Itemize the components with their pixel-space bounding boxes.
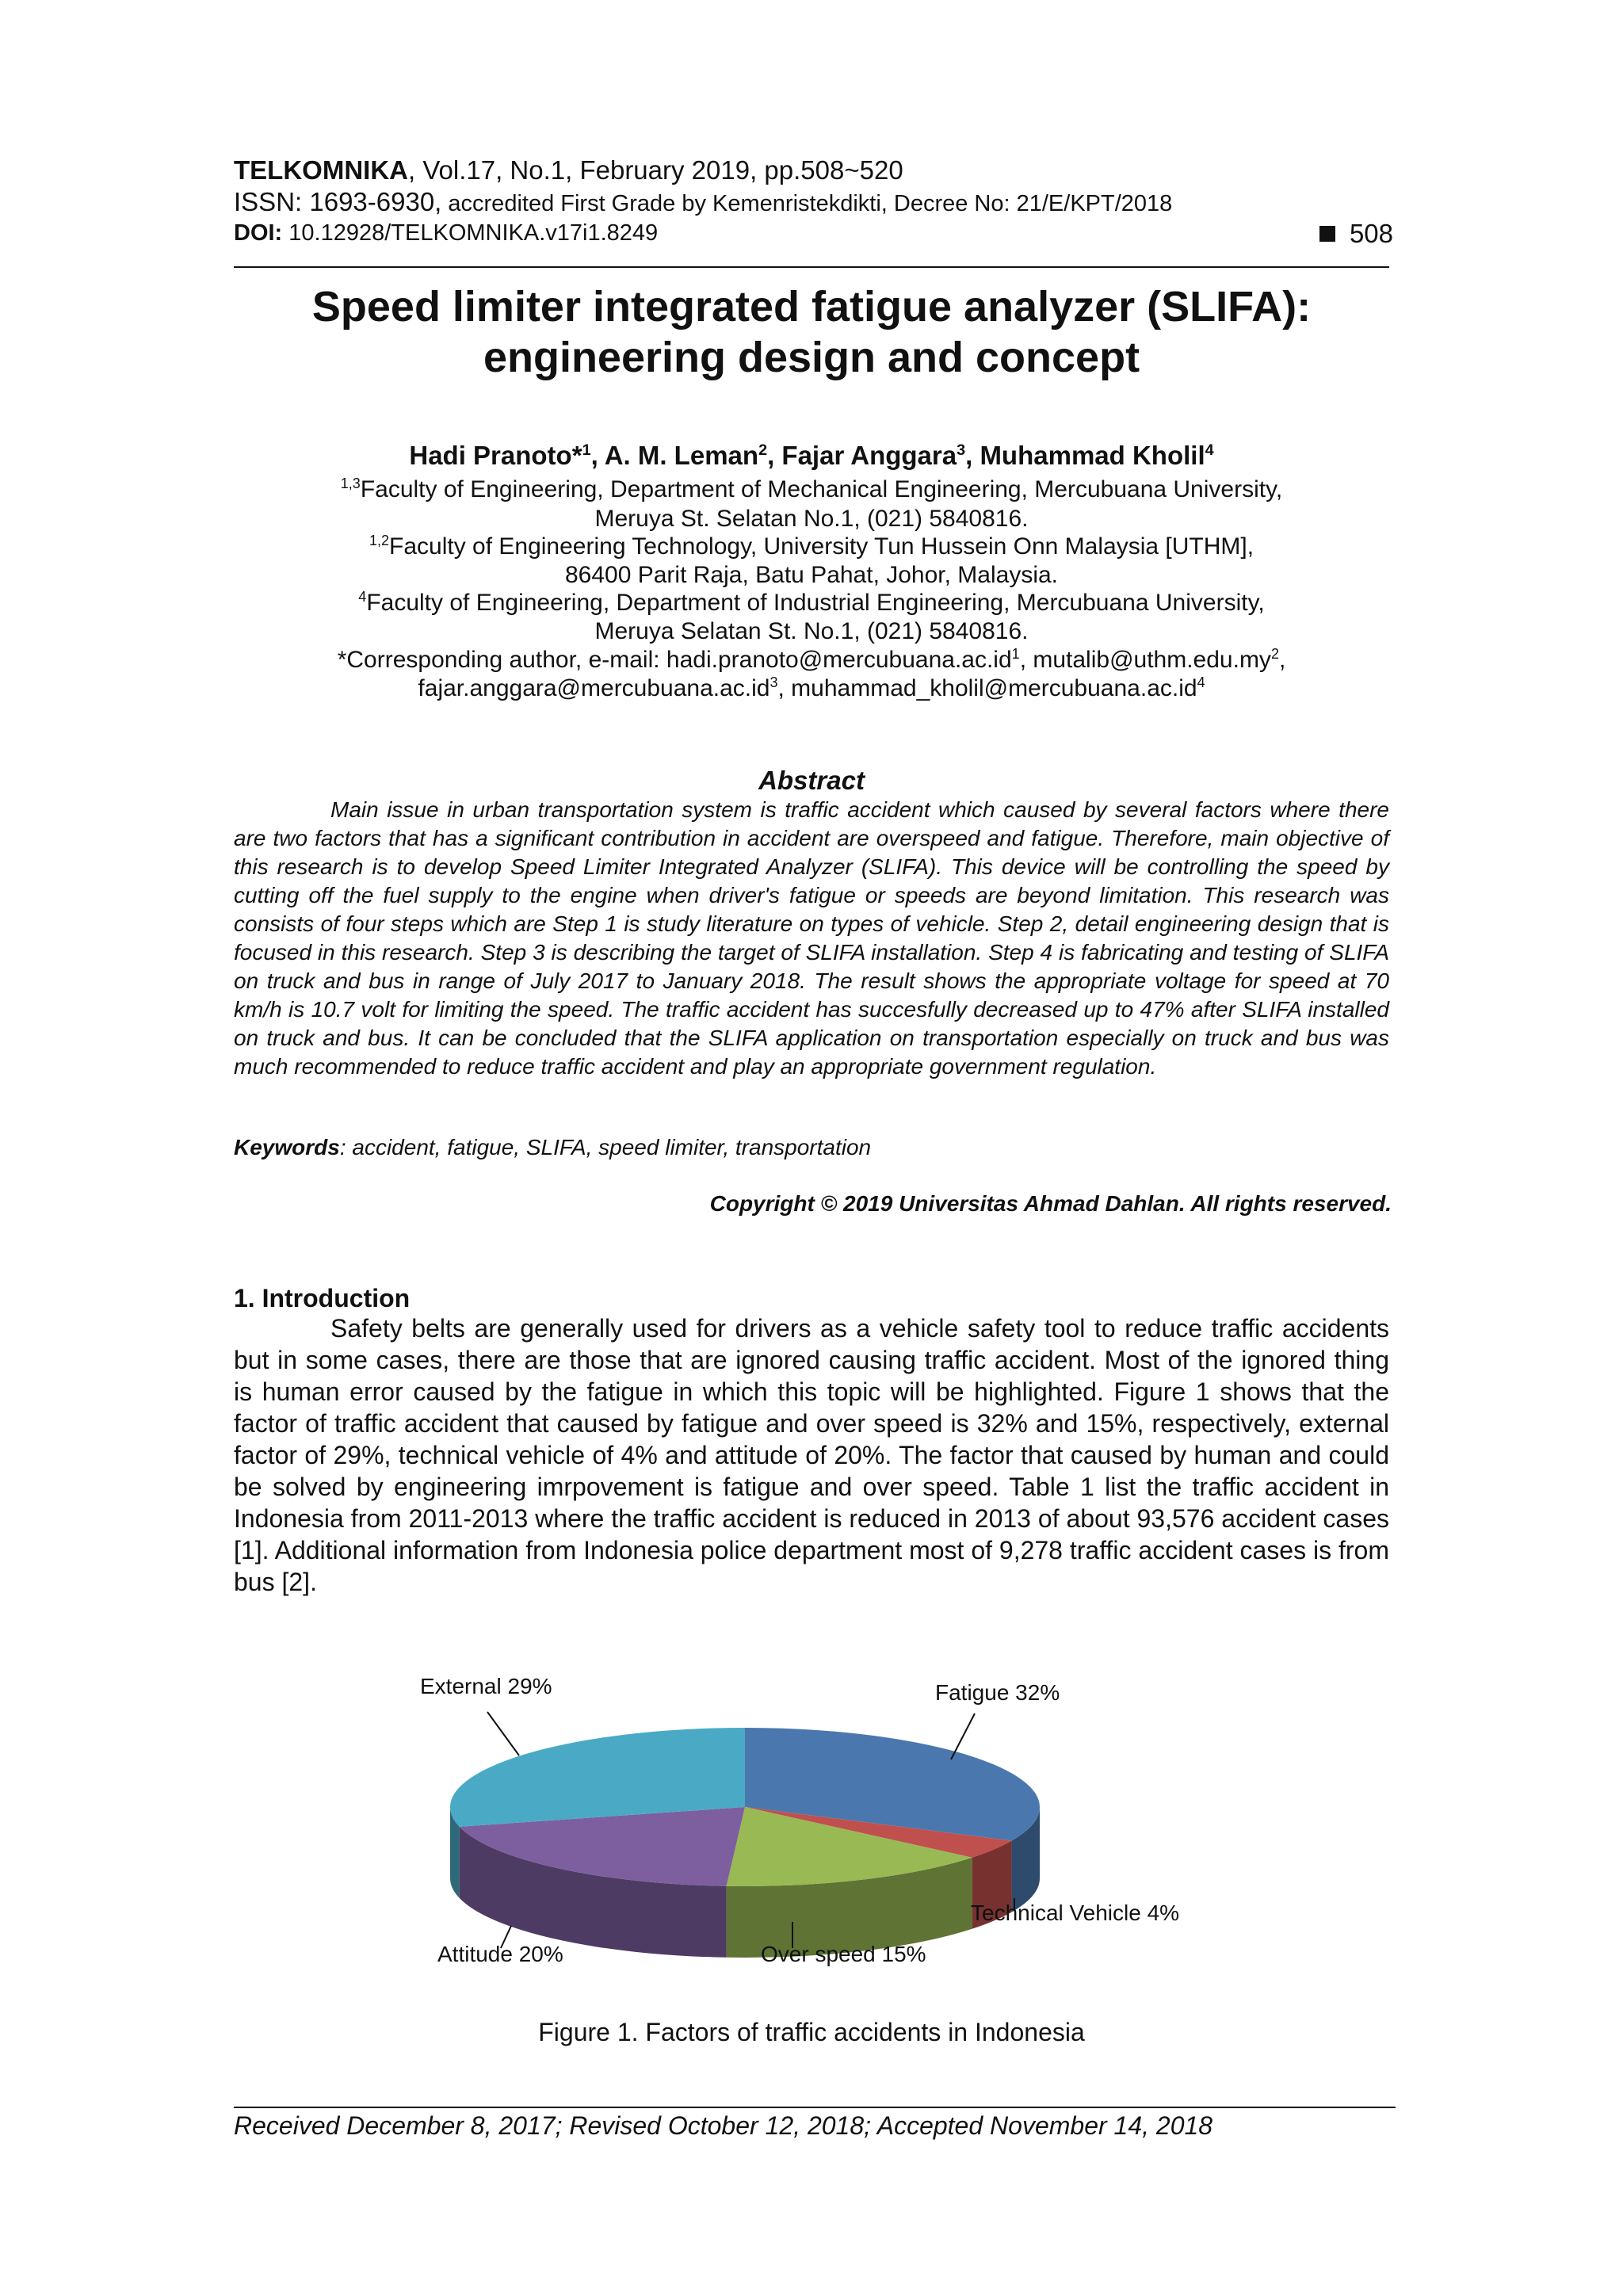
pie-label-0: Fatigue 32% — [935, 1680, 1060, 1705]
keywords-text: : accident, fatigue, SLIFA, speed limiter, transportation — [339, 1135, 872, 1159]
title-line-2: engineering design and concept — [483, 334, 1140, 381]
square-bullet-icon — [1319, 226, 1335, 242]
author-2-sup: 2 — [758, 441, 768, 459]
aff-2-sup: 1,2 — [369, 533, 389, 548]
corr-email-2: , mutalib@uthm.edu.my — [1019, 647, 1271, 673]
email-4: , muhammad_kholil@mercubuana.ac.id — [777, 675, 1197, 701]
abstract-heading: Abstract — [758, 766, 865, 795]
affiliation-1 — [234, 476, 1389, 504]
pie-label-1: Technical Vehicle 4% — [971, 1901, 1180, 1925]
title-line-1: Speed limiter integrated fatigue analyzer (SLIFA): — [311, 283, 1312, 330]
pie-leader-line-4 — [487, 1712, 519, 1755]
affiliation-3-address: Meruya Selatan St. No.1, (021) 5840816. — [594, 618, 1029, 644]
pie-label-3: Attitude 20% — [437, 1942, 563, 1966]
author-1: Hadi Pranoto* — [409, 441, 582, 470]
author-list — [234, 441, 1389, 471]
pie-chart — [396, 1656, 1236, 1997]
corr-comma: , — [1278, 647, 1286, 673]
author-1-sup: 1 — [582, 441, 591, 459]
figure-caption: Figure 1. Factors of traffic accidents in Indonesia — [538, 2018, 1085, 2046]
email-3-sup: 3 — [769, 674, 778, 690]
footer-divider — [234, 2107, 1396, 2108]
aff-1-text: Faculty of Engineering, Department of Mechanical Engineering, Mercubuana University, — [360, 476, 1283, 502]
page-number-text: 508 — [1349, 219, 1393, 248]
header-divider — [234, 266, 1389, 268]
doi-label: DOI: — [234, 220, 283, 246]
journal-header — [234, 155, 903, 185]
corresponding-author — [234, 646, 1389, 674]
pie-label-4: External 29% — [420, 1674, 552, 1698]
aff-2-text: Faculty of Engineering Technology, University Tun Hussein Onn Malaysia [UTHM], — [389, 533, 1254, 560]
journal-volume: , Vol.17, No.1, February 2019, pp.508~520 — [407, 155, 903, 185]
received-dates: Received December 8, 2017; Revised October 12, 2018; Accepted November 14, 2018 — [234, 2111, 1213, 2140]
abstract-text: Main issue in urban transportation system is traffic accident which caused by several factors where there are two factors that has a significant contribution in accident are overspeed and fatigue. Therefore, main objective of this research is to develop Speed Limiter Integrated Analyzer (SLIFA). This device will be controlling the speed by cutting off the fuel supply to the engine when driver's fatigue or speeds are beyond limitation. This research was consists of four steps which are Step 1 is study literature on types of vehicle. Step 2, detail engineering design that is focused in this research. Step 3 is describing the target of SLIFA installation. Step 4 is fabricating and testing of SLIFA on truck and bus in range of July 2017 to January 2018. The result shows the appropriate voltage for speed at 70 km/h is 10.7 volt for limiting the speed. The traffic accident has succesfully decreased up to 47% after SLIFA installed on truck and bus. It can be concluded that the SLIFA application on transportation especially on truck and bus was much recommended to reduce traffic accident and play an appropriate government regulation. — [234, 797, 1389, 1079]
affiliation-2-address: 86400 Parit Raja, Batu Pahat, Johor, Malaysia. — [564, 562, 1059, 588]
journal-name: TELKOMNIKA — [234, 155, 408, 185]
aff-1-sup: 1,3 — [340, 476, 361, 491]
affiliation-1-address: Meruya St. Selatan No.1, (021) 5840816. — [594, 506, 1029, 532]
paper-title — [234, 281, 1389, 383]
aff-3-sup: 4 — [358, 589, 367, 605]
author-2: , A. M. Leman — [590, 441, 759, 470]
issn: ISSN: 1693-6930, — [234, 187, 442, 216]
affiliation-2 — [234, 533, 1389, 561]
doi-line — [234, 220, 658, 246]
aff-3-text: Faculty of Engineering, Department of Industrial Engineering, Mercubuana University, — [366, 590, 1265, 616]
author-emails — [234, 674, 1389, 703]
corr-sup-1: 1 — [1011, 646, 1020, 662]
issn-line — [234, 187, 1172, 217]
email-3: fajar.anggara@mercubuana.ac.id — [418, 675, 770, 701]
keywords — [234, 1135, 871, 1160]
author-3-sup: 3 — [957, 441, 966, 459]
author-3: , Fajar Anggara — [767, 441, 957, 470]
author-4-sup: 4 — [1205, 441, 1214, 459]
corr-sup-2: 2 — [1270, 646, 1279, 662]
introduction-text: Safety belts are generally used for drivers as a vehicle safety tool to reduce traffic accidents but in some cases, there are those that are ignored causing traffic accident. Most of the ignored thing is human error caused by the fatigue in which this topic will be highlighted. Figure 1 shows that the factor of traffic accident that caused by fatigue and over speed is 32% and 15%, respectively, external factor of 29%, technical vehicle of 4% and attitude of 20%. The factor that caused by human and could be solved by engineering imrpovement is fatigue and over speed. Table 1 list the traffic accident in Indonesia from 2011-2013 where the traffic accident is reduced in 2013 of about 93,576 accident cases [1]. Additional information from Indonesia police department most of 9,278 traffic accident cases is from bus [2]. — [234, 1314, 1389, 1596]
pie-leader-line-0 — [951, 1713, 975, 1759]
affiliation-3 — [234, 589, 1389, 617]
pie-label-2: Over speed 15% — [761, 1942, 926, 1966]
corr-email-1: *Corresponding author, e-mail: hadi.pranoto@mercubuana.ac.id — [337, 647, 1012, 673]
email-4-sup: 4 — [1197, 674, 1205, 690]
accreditation: accredited First Grade by Kemenristekdikti, Decree No: 21/E/KPT/2018 — [441, 191, 1173, 216]
author-4: , Muhammad Kholil — [965, 441, 1205, 470]
page-number — [1319, 219, 1393, 249]
section-heading-introduction: 1. Introduction — [234, 1284, 411, 1312]
copyright: Copyright © 2019 Universitas Ahmad Dahlan. All rights reserved. — [709, 1191, 1392, 1216]
keywords-label: Keywords — [234, 1135, 340, 1159]
doi: 10.12928/TELKOMNIKA.v17i1.8249 — [282, 220, 659, 246]
